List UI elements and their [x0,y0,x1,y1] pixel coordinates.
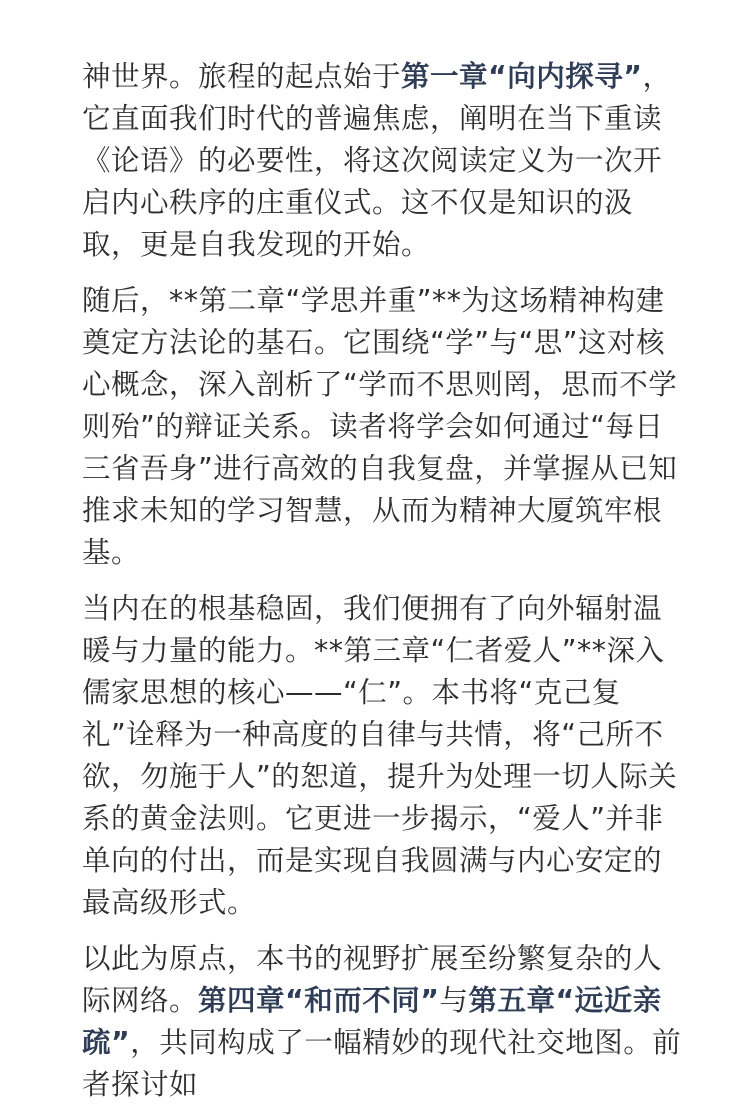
paragraph-chapter-two [82,280,688,574]
paragraph-chapter-four-five [82,938,688,1106]
chapter-title-highlight: 第五章“远近亲疏” [82,984,662,1059]
text-run: 与 [439,984,469,1017]
text-run: 当内在的根基稳固，我们便拥有了向外辐射温暖与力量的能力。**第三章“仁者爱人”**深入儒家思想的核心——“仁”。本书将“克己复礼”诠释为一种高度的自律与共情，将“己所不欲，勿施于人”的恕道，提升为处理一切人际关系的黄金法则。它更进一步揭示，“爱人”并非单向的付出，而是实现自我圆满与内心安定的最高级形式。 [82,592,678,919]
paragraph-chapter-three [82,588,688,924]
text-run: 随后，**第二章“学思并重”**为这场精神构建奠定方法论的基石。它围绕“学”与“思”这对核心概念，深入剖析了“学而不思则罔，思而不学则殆”的辩证关系。读者将学会如何通过“每日三省吾身”进行高效的自我复盘，并掌握从已知推求未知的学习智慧，从而为精神大厦筑牢根基。 [82,284,678,569]
text-run: ，它直面我们时代的普遍焦虑，阐明在当下重读《论语》的必要性，将这次阅读定义为一次开启内心秩序的庄重仪式。这不仅是知识的汲取，更是自我发现的开始。 [82,60,672,261]
text-run: 以此为原点，本书的视野扩展至纷繁复杂的人际网络。 [82,942,663,1017]
paragraph-chapter-one [82,56,688,266]
text-run: ，共同构成了一幅精妙的现代社交地图。前者探讨如 [82,1026,682,1101]
text-run: 神世界。旅程的起点始于 [82,60,402,93]
chapter-title-highlight: 第一章“向内探寻” [401,60,643,93]
chapter-title-highlight: 第四章“和而不同” [198,984,440,1017]
